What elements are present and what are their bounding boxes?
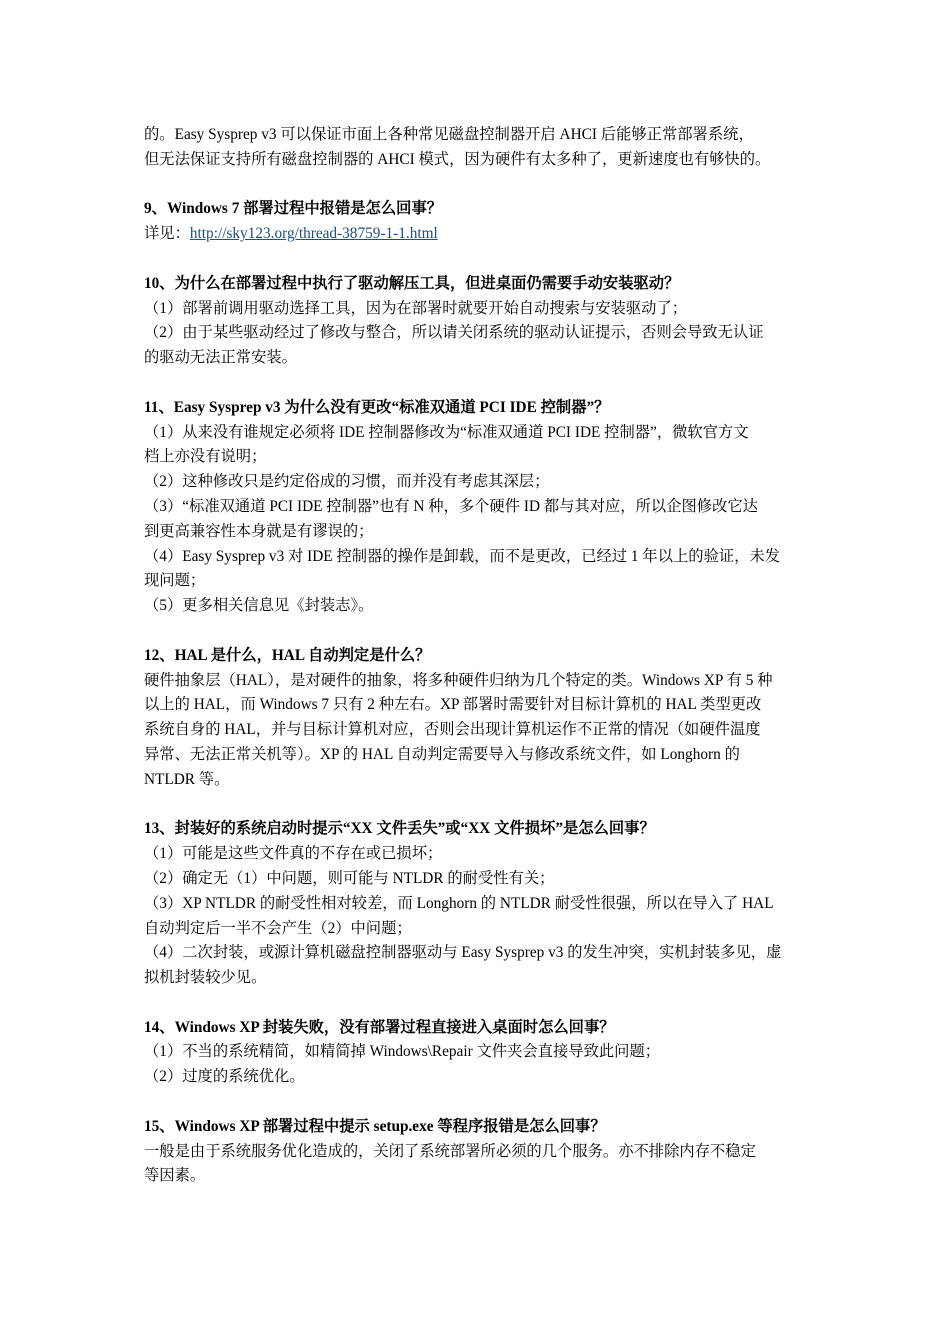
q13-heading: 13、封装好的系统启动时提示“XX 文件丢失”或“XX 文件损坏”是怎么回事？	[144, 820, 655, 838]
q13-line: （3）XP NTLDR 的耐受性相对较差，而 Longhorn 的 NTLDR 耐受性很强，所以在导入了 HAL	[144, 894, 774, 912]
q11-line: 到更高兼容性本身就是有谬误的；	[144, 522, 374, 540]
q15-line: 等因素。	[144, 1167, 206, 1185]
q12-line: 系统自身的 HAL，并与目标计算机对应，否则会出现计算机运作不正常的情况（如硬件温度	[144, 721, 761, 739]
q10-line: （2）由于某些驱动经过了修改与整合，所以请关闭系统的驱动认证提示，否则会导致无认证	[144, 324, 764, 342]
document-body	[144, 123, 816, 1189]
q14-line: （1）不当的系统精简，如精简掉 Windows\Repair 文件夹会直接导致此问题；	[144, 1043, 661, 1061]
q15-line: 一般是由于系统服务优化造成的，关闭了系统部署所必须的几个服务。亦不排除内存不稳定	[144, 1142, 756, 1160]
see-label: 详见：	[144, 225, 190, 243]
q9-see-also	[144, 222, 816, 247]
q12-heading: 12、HAL 是什么，HAL 自动判定是什么？	[144, 646, 431, 664]
q12-line: 硬件抽象层（HAL），是对硬件的抽象，将多种硬件归纳为几个特定的类。Windows XP 有 5 种	[144, 671, 773, 689]
q11-heading: 11、Easy Sysprep v3 为什么没有更改“标准双通道 PCI IDE 控制器”？	[144, 398, 610, 416]
q12-line: 异常、无法正常关机等）。XP 的 HAL 自动判定需要导入与修改系统文件，如 Longhorn 的	[144, 745, 740, 763]
q11-line: 档上亦没有说明；	[144, 448, 267, 466]
q11-line: （4）Easy Sysprep v3 对 IDE 控制器的操作是卸载，而不是更改，已经过 1 年以上的验证，未发	[144, 547, 781, 565]
q11-line: （5）更多相关信息见《封装志》。	[144, 597, 374, 615]
q13-line: （1）可能是这些文件真的不存在或已损坏；	[144, 845, 443, 863]
q11-line: （3）“标准双通道 PCI IDE 控制器”也有 N 种，多个硬件 ID 都与其对应，所以企图修改它达	[144, 497, 758, 515]
q11-line: （1）从来没有谁规定必须将 IDE 控制器修改为“标准双通道 PCI IDE 控制器”，微软官方文	[144, 423, 749, 441]
q10-heading: 10、为什么在部署过程中执行了驱动解压工具，但进桌面仍需要手动安装驱动？	[144, 274, 680, 292]
intro-line: 的。Easy Sysprep v3 可以保证市面上各种常见磁盘控制器开启 AHCI 后能够正常部署系统，	[144, 126, 754, 143]
q13-line: 拟机封装较少见。	[144, 969, 267, 987]
q13-line: （4）二次封装，或源计算机磁盘控制器驱动与 Easy Sysprep v3 的发生冲突，实机封装多见，虚	[144, 944, 782, 962]
q14-line: （2）过度的系统优化。	[144, 1068, 305, 1086]
q15-heading: 15、Windows XP 部署过程中提示 setup.exe 等程序报错是怎么回事？	[144, 1117, 606, 1135]
q9-heading: 9、Windows 7 部署过程中报错是怎么回事？	[144, 200, 443, 218]
q14-heading: 14、Windows XP 封装失败，没有部署过程直接进入桌面时怎么回事？	[144, 1018, 615, 1036]
q10-line: （1）部署前调用驱动选择工具，因为在部署时就要开始自动搜索与安装驱动了；	[144, 299, 688, 317]
q10-line: 的驱动无法正常安装。	[144, 349, 297, 367]
q11-line: （2）这种修改只是约定俗成的习惯，而并没有考虑其深层；	[144, 473, 550, 491]
q12-line: 以上的 HAL，而 Windows 7 只有 2 种左右。XP 部署时需要针对目标计算机的 HAL 类型更改	[144, 696, 762, 714]
q13-line: （2）确定无（1）中问题，则可能与 NTLDR 的耐受性有关；	[144, 869, 555, 887]
intro-line: 但无法保证支持所有磁盘控制器的 AHCI 模式，因为硬件有太多种了，更新速度也有够快的。	[144, 150, 771, 168]
q12-line: NTLDR 等。	[144, 770, 230, 788]
thread-link[interactable]: http://sky123.org/thread-38759-1-1.html	[189, 225, 438, 243]
q13-line: 自动判定后一半不会产生（2）中问题；	[144, 919, 412, 937]
q11-line: 现问题；	[144, 572, 206, 590]
